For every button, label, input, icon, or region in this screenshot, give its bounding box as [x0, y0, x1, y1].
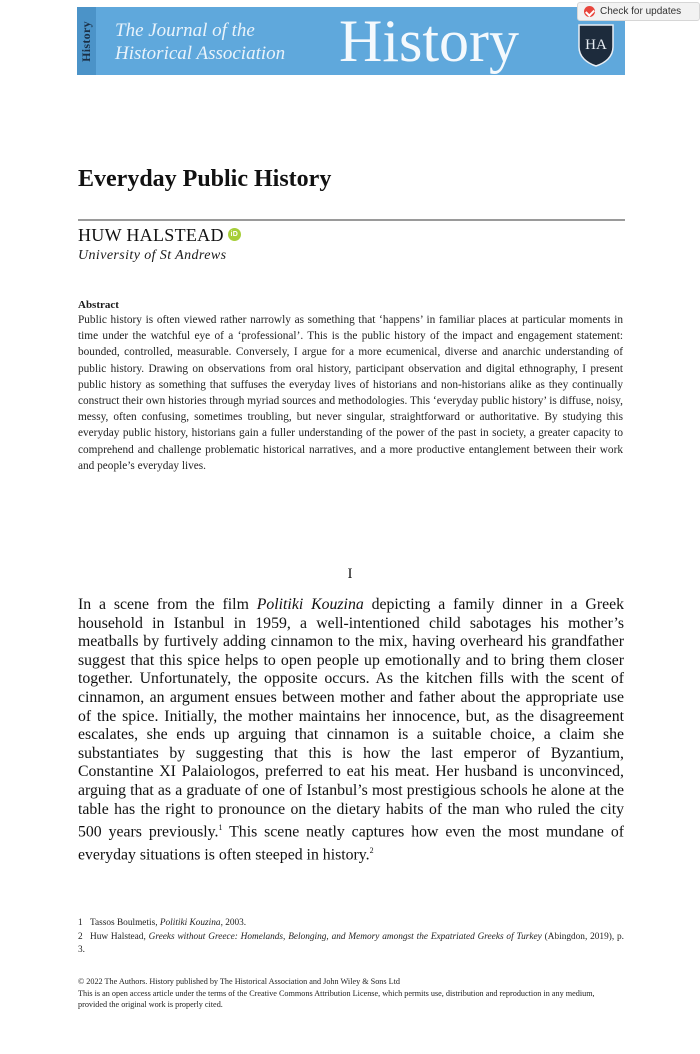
journal-name-line-1: The Journal of the [115, 20, 255, 41]
body-text-main: depicting a family dinner in a Greek household in Istanbul in 1959, a well-intentioned child sabotages his mother’s meatballs by furtively adding cinnamon to the mix, having overheard his grandfather suggest that this spice helps to open people up emotionally and to bring them closer together. Unfortunately, the opposite occurs. As the kitchen fills with the scent of cinnamon, an argument ensues between mother and father about the appropriate use of the spice. Initially, the mother maintains her innocence, but, as the disagreement escalates, she ends up arguing that cinnamon is a suitable choice, a claim she substantiates by suggesting that this is how the last emperor of Byzantium, Constantine XI Palaiologos, preferred to eat his meat. Her husband is unconvinced, arguing that as a graduate of one of Istanbul’s most prestigious schools he alone at the table has the right to pronounce on the dietary habits of the man who ruled the city 500 years previously. [78, 596, 625, 841]
title-divider [78, 219, 625, 221]
body-text-start: In a scene from the film [78, 596, 257, 613]
footnotes [78, 917, 624, 958]
journal-name-line-2: Historical Association [115, 43, 286, 64]
film-title: Politiki Kouzina [256, 596, 364, 613]
journal-name [115, 19, 285, 65]
crest-text: HA [585, 37, 607, 53]
journal-big-title: History [339, 8, 519, 74]
footnote-italic: Politiki Kouzina [159, 918, 221, 928]
author-line [78, 223, 241, 247]
copyright-notice [78, 976, 624, 1011]
footnote-1 [78, 917, 624, 930]
section-number: I [347, 566, 353, 582]
footnote-number: 2 [78, 932, 83, 942]
footnote-italic: Greeks without Greece: Homelands, Belonging, and Memory amongst the Expatriated Greeks of Turkey [148, 932, 542, 942]
abstract-heading: Abstract [78, 299, 119, 311]
footnote-text: Tassos Boulmetis, [90, 918, 160, 928]
copyright-line-1: © 2022 The Authors. History published by The Historical Association and John Wiley & Sons Ltd [78, 977, 401, 986]
footnote-text: , 2003. [220, 918, 247, 928]
check-updates-icon [584, 6, 595, 17]
abstract-text: Public history is often viewed rather narrowly as something that ‘happens’ in familiar places at particular moments in time under the watchful eye of a ‘professional’. This is the public history of the impact and engagement statement: bounded, controlled, measurable. Conversely, I argue for a more ecumenical, diverse and anarchic understanding of public history. Drawing on observations from oral history, participant observation and digital ethnography, I present public history as something that suffuses the everyday lives of historians and non-historians alike as they continually construct their own histories through myriad sources and methodologies. This ‘everyday public history’ is diffuse, noisy, messy, often confusing, sometimes troubling, but never singular, straightforward or authoritative. By studying this everyday public history, historians gain a fuller understanding of the power of the past in society, a greater capacity to comprehend and challenge problematic historical narratives, and a more productive entanglement between their work and people’s everyday lives. [78, 314, 623, 472]
footnote-ref-1[interactable]: 1 [218, 823, 223, 833]
footnote-2 [78, 931, 624, 957]
author-affiliation: University of St Andrews [78, 248, 227, 263]
footnote-number: 1 [78, 918, 83, 928]
orcid-icon[interactable]: iD [228, 228, 241, 241]
footnote-text: (Abingdon, 2019), p. 3. [78, 932, 624, 955]
banner-side-text: History [79, 20, 94, 62]
footnote-ref-2[interactable]: 2 [369, 845, 374, 855]
article-title: Everyday Public History [78, 166, 332, 192]
body-paragraph [78, 596, 624, 865]
body-text-end: This scene neatly captures how even the most mundane of everyday situations is often steeped in history. [78, 823, 624, 864]
copyright-line-2: This is an open access article under the terms of the Creative Commons Attribution License, which permits use, distribution and reproduction in any medium, provided the original work is properly cited. [78, 988, 595, 1009]
check-for-updates-label: Check for updates [600, 6, 682, 17]
footnote-text: Huw Halstead, [90, 932, 149, 942]
check-for-updates-button[interactable] [577, 2, 700, 21]
banner-side-label [77, 7, 96, 75]
journal-banner [77, 7, 625, 75]
crest-icon [577, 23, 615, 67]
author-name: HUW HALSTEAD [78, 225, 224, 245]
